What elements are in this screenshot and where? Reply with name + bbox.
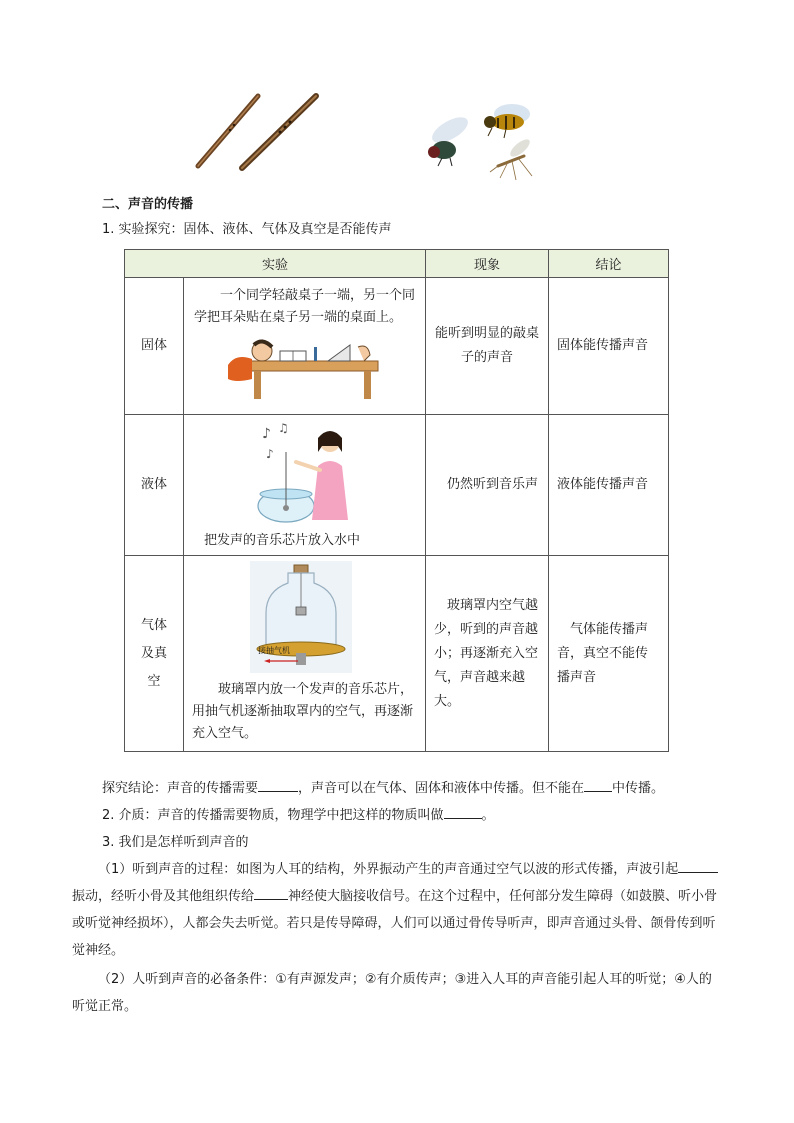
table-row <box>125 415 669 556</box>
fill-blank <box>254 887 288 900</box>
bell-jar-illustration <box>250 561 352 673</box>
svg-text:♪: ♪ <box>266 446 274 461</box>
fill-blank <box>444 806 482 819</box>
item-1-text: 1. 实验探究：固体、液体、气体及真空是否能传声 <box>102 222 392 237</box>
fill-blank <box>584 779 612 792</box>
pump-label: 接抽气机 <box>258 645 290 655</box>
experiment-cell <box>184 415 426 556</box>
table-header-row <box>125 250 669 278</box>
table-header-cell: 实验 <box>125 250 426 278</box>
experiment-text: 把发声的音乐芯片放入水中 <box>204 532 361 548</box>
conclusion-cell: 液体能传播声音 <box>549 415 669 556</box>
experiment-text: 玻璃罩内放一个发声的音乐芯片，用抽气机逐渐抽取罩内的空气，再逐渐充入空气。 <box>192 681 414 741</box>
section-title: 二、声音的传播 <box>102 197 194 212</box>
svg-text:♫: ♫ <box>278 421 289 435</box>
table-row <box>125 556 669 752</box>
experiment-cell <box>184 556 426 752</box>
table-row <box>125 278 669 415</box>
table-header-cell: 现象 <box>426 250 549 278</box>
experiment-table <box>124 249 669 752</box>
fill-blank <box>258 779 298 792</box>
table-header-cell: 结论 <box>549 250 669 278</box>
paragraph-hearing-conditions: （2）人听到声音的必备条件：①有声源发声；②有介质传声；③进入人耳的声音能引起人耳的听觉；④人的听觉正常。 <box>72 972 712 1014</box>
experiment-text: 一个同学轻敲桌子一端，另一个同学把耳朵贴在桌子另一端的桌面上。 <box>194 287 416 325</box>
fill-blank <box>678 860 718 873</box>
experiment-conclusion: 探究结论：声音的传播需要 ，声音可以在气体、固体和液体中传播。但不能在 中传播。 <box>102 781 665 796</box>
category-cell <box>125 556 184 752</box>
item-3-text: 3. 我们是怎样听到声音的 <box>102 835 249 850</box>
desk-tapping-illustration <box>218 339 388 401</box>
category-text: 气体及真空 <box>141 617 168 689</box>
conclusion-cell: 气体能传播声音，真空不能传播声音 <box>549 556 669 752</box>
experiment-cell <box>184 278 426 415</box>
phenomenon-cell: 仍然听到音乐声 <box>426 415 549 556</box>
conclusion-cell: 固体能传播声音 <box>549 278 669 415</box>
insects-illustration <box>420 92 542 184</box>
category-cell: 固体 <box>125 278 184 415</box>
item-2-text: 2. 介质：声音的传播需要物质，物理学中把这样的物质叫做 。 <box>102 808 495 823</box>
paragraph-hearing-process: （1）听到声音的过程：如图为人耳的结构，外界振动产生的声音通过空气以波的形式传播，声波引起振动，经听小骨及其他组织传给 神经使大脑接收信号。在这个过程中，任何部分发生障碍（如鼓膜、听小骨或听觉神经损坏），人都会失去听觉。若只是传导障碍，人们可以通过骨传导听声，即声音通过头骨、颌骨传到听觉神经。 <box>72 862 718 958</box>
category-cell: 液体 <box>125 415 184 556</box>
phenomenon-cell: 玻璃罩内空气越少，听到的声音越小；再逐渐充入空气，声音越来越大。 <box>426 556 549 752</box>
music-chip-in-water-illustration <box>256 422 366 524</box>
phenomenon-cell: 能听到明显的敲桌子的声音 <box>426 278 549 415</box>
bamboo-flutes-illustration <box>190 92 325 172</box>
svg-text:♪: ♪ <box>262 425 271 442</box>
